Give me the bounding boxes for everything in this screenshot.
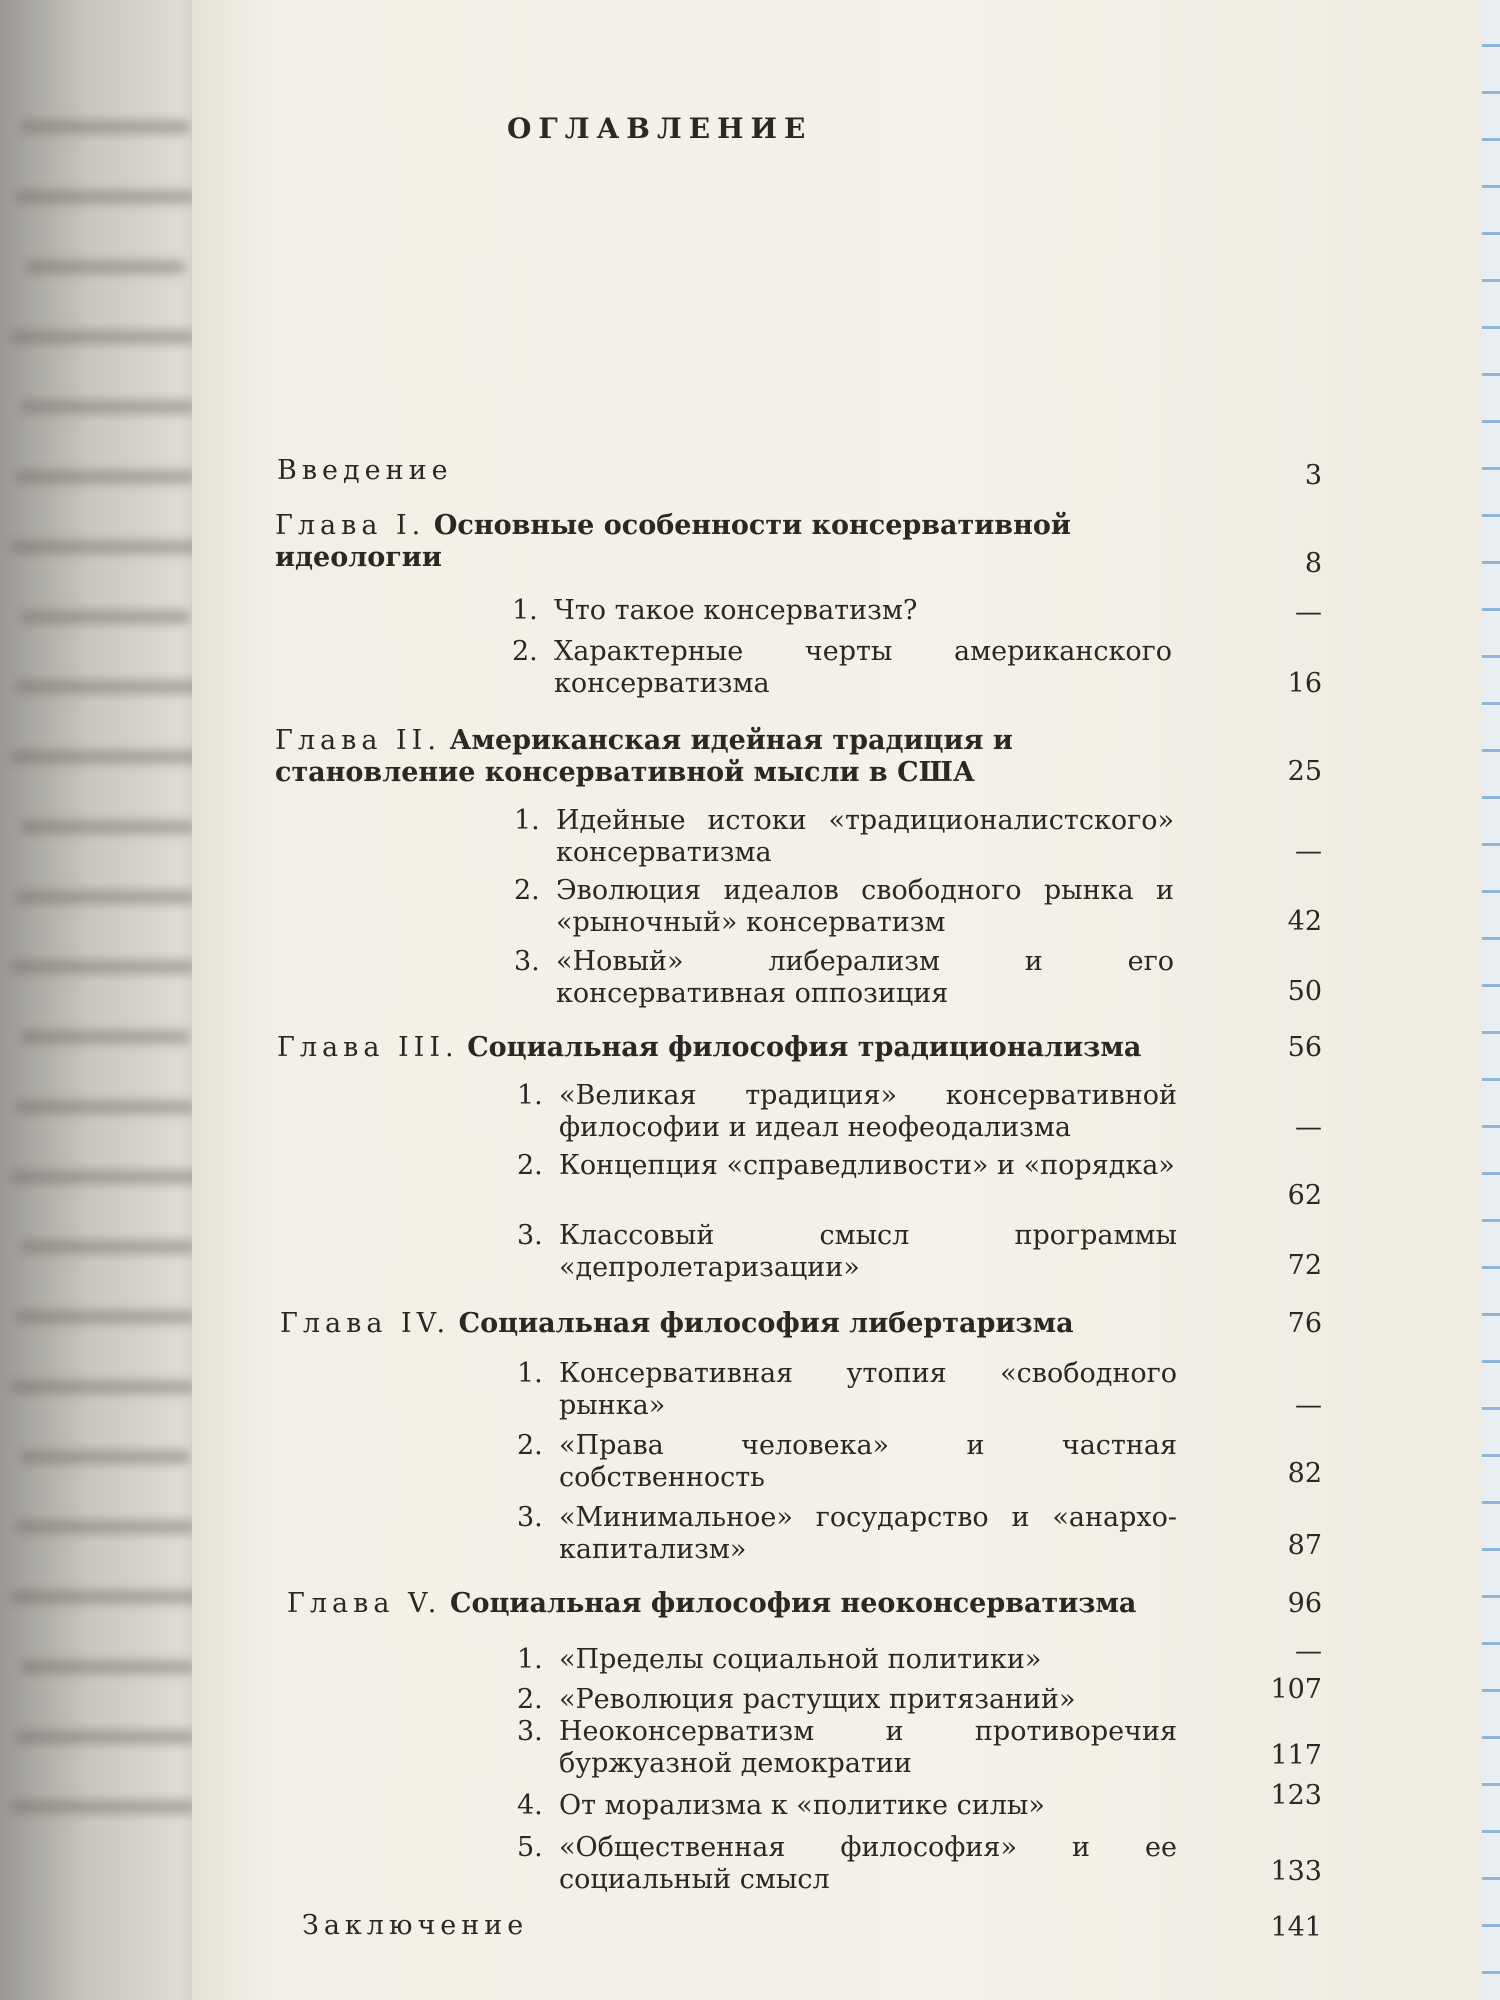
chapter-2-label: Глава II.: [275, 725, 441, 756]
toc-page: [192, 0, 1482, 2000]
chapter-4-section-1: [517, 1358, 1177, 1422]
section-title: Неоконсерватизм и противоречия буржуазной демократии: [559, 1716, 1177, 1779]
chapter-2-section-2-page: 42: [1287, 906, 1322, 937]
chapter-2: [275, 725, 1175, 789]
section-title: Эволюция идеалов свободного рынка и «рыночный» консерватизм: [556, 875, 1174, 938]
chapter-4: [280, 1308, 1180, 1340]
chapter-5-section-1: [517, 1644, 1177, 1676]
chapter-2-page: 25: [1287, 756, 1322, 787]
section-number: 3.: [517, 1502, 543, 1533]
chapter-3: [277, 1032, 1177, 1064]
chapter-3-section-2-page: 62: [1287, 1180, 1322, 1211]
chapter-5-section-2: [517, 1684, 1177, 1716]
section-title: Концепция «справедливости» и «порядка»: [559, 1150, 1175, 1181]
section-number: 2.: [517, 1684, 543, 1715]
chapter-1-label: Глава I.: [275, 510, 426, 541]
chapter-4-section-3-page: 87: [1287, 1530, 1322, 1561]
chapter-4-title: Социальная философия либертаризма: [458, 1308, 1074, 1339]
section-title: От морализма к «политике силы»: [559, 1790, 1045, 1821]
chapter-2-section-3: [514, 946, 1174, 1010]
chapter-2-title: Американская идейная традиция и становление консервативной мысли в США: [275, 725, 1013, 788]
intro-label: Введение: [277, 455, 453, 486]
chapter-3-title: Социальная философия традиционализма: [467, 1032, 1142, 1063]
chapter-1-section-1: [512, 595, 1172, 627]
chapter-5-section-5-page: 133: [1270, 1856, 1322, 1887]
chapter-4-section-3: [517, 1502, 1177, 1566]
chapter-1-page: 8: [1304, 548, 1322, 579]
section-number: 1.: [512, 595, 538, 626]
section-title: Консервативная утопия «свободного рынка»: [559, 1358, 1177, 1421]
conclusion-label: Заключение: [302, 1910, 529, 1941]
section-number: 1.: [517, 1358, 543, 1389]
chapter-4-label: Глава IV.: [280, 1308, 451, 1339]
chapter-3-label: Глава III.: [277, 1032, 459, 1063]
section-title: «Пределы социальной политики»: [559, 1644, 1042, 1675]
section-number: 3.: [517, 1220, 543, 1251]
section-title: «Общественная философия» и ее социальный смысл: [559, 1832, 1177, 1895]
section-number: 2.: [517, 1150, 543, 1181]
chapter-3-page: 56: [1287, 1032, 1322, 1063]
chapter-1-section-2: [512, 636, 1172, 700]
conclusion-page: 141: [1270, 1912, 1322, 1943]
chapter-4-section-2-page: 82: [1287, 1458, 1322, 1489]
chapter-1-section-2-page: 16: [1287, 668, 1322, 699]
chapter-4-page: 76: [1287, 1308, 1322, 1339]
section-title: Что такое консерватизм?: [554, 595, 918, 626]
chapter-5-section-2-page: 107: [1270, 1674, 1322, 1705]
chapter-1-section-1-page: —: [1295, 597, 1322, 628]
section-title: Классовый смысл программы «депролетаризации»: [559, 1220, 1177, 1283]
section-number: 2.: [517, 1430, 543, 1461]
chapter-3-section-3: [517, 1220, 1177, 1284]
section-title: «Новый» либерализм и его консервативная оппозиция: [556, 946, 1174, 1009]
chapter-5-section-3: [517, 1716, 1177, 1780]
section-title: «Права человека» и частная собственность: [559, 1430, 1177, 1493]
chapter-5-page: 96: [1287, 1588, 1322, 1619]
chapter-3-section-1-page: —: [1295, 1112, 1322, 1143]
section-number: 2.: [514, 875, 540, 906]
section-title: «Революция растущих притязаний»: [559, 1684, 1076, 1715]
section-number: 2.: [512, 636, 538, 667]
section-title: «Минимальное» государство и «анархо-капитализм»: [559, 1502, 1177, 1565]
chapter-1: [275, 510, 1175, 574]
chapter-5-section-4: [517, 1790, 1177, 1822]
chapter-5-section-1-page: —: [1295, 1636, 1322, 1667]
section-number: 5.: [517, 1832, 543, 1863]
chapter-3-section-2: [517, 1150, 1177, 1182]
section-number: 4.: [517, 1790, 543, 1821]
chapter-2-section-1: [514, 805, 1174, 869]
chapter-4-section-1-page: —: [1295, 1390, 1322, 1421]
chapter-5-title: Социальная философия неоконсерватизма: [449, 1588, 1137, 1619]
section-title: «Великая традиция» консервативной философии и идеал неофеодализма: [559, 1080, 1177, 1143]
section-number: 3.: [517, 1716, 543, 1747]
section-number: 3.: [514, 946, 540, 977]
chapter-5-section-5: [517, 1832, 1177, 1896]
chapter-1-title: Основные особенности консервативной идеологии: [275, 510, 1071, 573]
section-number: 1.: [517, 1644, 543, 1675]
chapter-5-label: Глава V.: [287, 1588, 442, 1619]
section-number: 1.: [517, 1080, 543, 1111]
section-title: Идейные истоки «традиционалистского» консерватизма: [556, 805, 1174, 868]
chapter-2-section-1-page: —: [1295, 836, 1322, 867]
chapter-2-section-2: [514, 875, 1174, 939]
page-title: ОГЛАВЛЕНИЕ: [507, 112, 813, 145]
intro-page: 3: [1304, 460, 1322, 491]
chapter-5: [287, 1588, 1187, 1620]
chapter-2-section-3-page: 50: [1287, 976, 1322, 1007]
chapter-5-section-3-page: 117: [1270, 1740, 1322, 1771]
chapter-5-section-4-page: 123: [1270, 1780, 1322, 1811]
section-title: Характерные черты американского консерватизма: [554, 636, 1172, 699]
chapter-4-section-2: [517, 1430, 1177, 1494]
chapter-3-section-3-page: 72: [1287, 1250, 1322, 1281]
section-number: 1.: [514, 805, 540, 836]
chapter-3-section-1: [517, 1080, 1177, 1144]
